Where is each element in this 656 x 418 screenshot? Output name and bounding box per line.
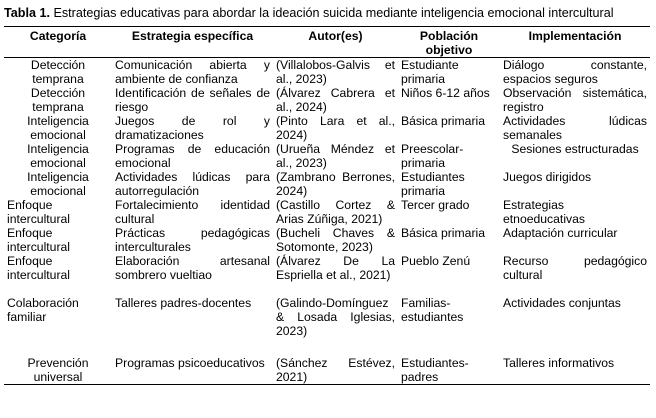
cell-poblacion: Básica primaria (401, 226, 485, 240)
cell-categoria: Enfoque intercultural (7, 254, 70, 282)
cell-implementacion: Recurso pedagógico cultural (503, 254, 647, 282)
cell-implementacion: Actividades conjuntas (503, 296, 621, 310)
cell-implementacion: Observación sistemática, registro (503, 86, 647, 114)
cell-poblacion: Familias-estudiantes (401, 296, 464, 324)
cell-estrategia: Programas de educación emocional (115, 142, 270, 170)
cell-implementacion: Sesiones estructuradas (511, 142, 639, 156)
cell-estrategia: Fortalecimiento identidad cultural (115, 198, 270, 226)
table-caption-text: Estrategias educativas para abordar la ideación suicida mediante inteligencia emocional intercultural (49, 6, 614, 20)
cell-autores: (Sánchez Estévez, 2021) (276, 356, 395, 384)
table-row (4, 114, 650, 142)
table-row (4, 170, 650, 198)
strategies-table (4, 26, 650, 385)
cell-autores: (Bucheli Chaves & Sotomonte, 2023) (276, 226, 395, 254)
header-row (4, 27, 650, 58)
cell-poblacion: Estudiantes-padres (401, 356, 469, 384)
cell-estrategia: Programas psicoeducativos (115, 356, 265, 370)
header-implementacion: Implementación (528, 29, 622, 43)
cell-categoria: Detección temprana (30, 86, 86, 114)
cell-autores: (Álvarez De La Espriella et al., 2021) (276, 254, 395, 282)
cell-implementacion: Estrategias etnoeducativas (503, 198, 585, 226)
cell-autores: (Villalobos-Galvis et al., 2023) (276, 58, 395, 86)
cell-implementacion: Talleres informativos (503, 356, 615, 370)
cell-autores: (Castillo Cortez & Arias Zúñiga, 2021) (276, 198, 395, 226)
cell-autores: (Álvarez Cabrera et al., 2024) (276, 86, 395, 114)
cell-poblacion: Tercer grado (401, 198, 470, 212)
cell-autores: (Urueña Méndez et al., 2023) (276, 142, 395, 170)
cell-categoria: Enfoque intercultural (7, 198, 70, 226)
cell-categoria: Colaboración familiar (7, 296, 79, 324)
cell-categoria: Inteligencia emocional (27, 114, 89, 142)
table-row (4, 254, 650, 296)
table-row (4, 226, 650, 254)
cell-categoria: Inteligencia emocional (27, 170, 89, 198)
cell-estrategia: Elaboración artesanal sombrero vueltiao (115, 254, 270, 282)
table-caption-label: Tabla 1. (4, 6, 50, 20)
header-estrategia: Estrategia específica (131, 29, 254, 43)
table-row (4, 86, 650, 114)
cell-poblacion: Estudiante primaria (401, 58, 459, 86)
cell-autores: (Galindo-Domínguez & Losada Iglesias, 2023) (276, 296, 395, 338)
cell-implementacion: Juegos dirigidos (503, 170, 592, 184)
cell-implementacion: Adaptación curricular (503, 226, 618, 240)
header-poblacion: Población objetivo (419, 29, 479, 57)
cell-autores: (Pinto Lara et al., 2024) (276, 114, 395, 142)
cell-estrategia: Prácticas pedagógicas interculturales (115, 226, 270, 254)
header-autores: Autor(es) (308, 29, 363, 43)
header-categoria: Categoría (29, 29, 87, 43)
table-row (4, 356, 650, 385)
cell-implementacion: Actividades lúdicas semanales (503, 114, 647, 142)
table-header (4, 27, 650, 58)
cell-poblacion: Estudiantes primaria (401, 170, 465, 198)
cell-estrategia: Talleres padres-docentes (115, 296, 252, 310)
cell-poblacion: Básica primaria (401, 114, 485, 128)
cell-poblacion: Niños 6-12 años (401, 86, 490, 100)
table-row (4, 58, 650, 87)
table-row (4, 142, 650, 170)
table-body (4, 58, 650, 385)
table-caption (4, 6, 614, 21)
cell-poblacion: Preescolar-primaria (401, 142, 464, 170)
cell-autores: (Zambrano Berrones, 2024) (276, 170, 395, 198)
cell-estrategia: Comunicación abierta y ambiente de confianza (115, 58, 270, 86)
table-row (4, 198, 650, 226)
table-row (4, 296, 650, 356)
cell-estrategia: Actividades lúdicas para autorregulación (115, 170, 270, 198)
cell-estrategia: Juegos de rol y dramatizaciones (115, 114, 270, 142)
cell-categoria: Enfoque intercultural (7, 226, 70, 254)
cell-implementacion: Diálogo constante, espacios seguros (503, 58, 647, 86)
cell-categoria: Detección temprana (30, 58, 86, 86)
cell-poblacion: Pueblo Zenú (401, 254, 471, 268)
cell-categoria: Prevención universal (27, 356, 89, 384)
cell-estrategia: Identificación de señales de riesgo (115, 86, 270, 114)
cell-categoria: Inteligencia emocional (27, 142, 89, 170)
